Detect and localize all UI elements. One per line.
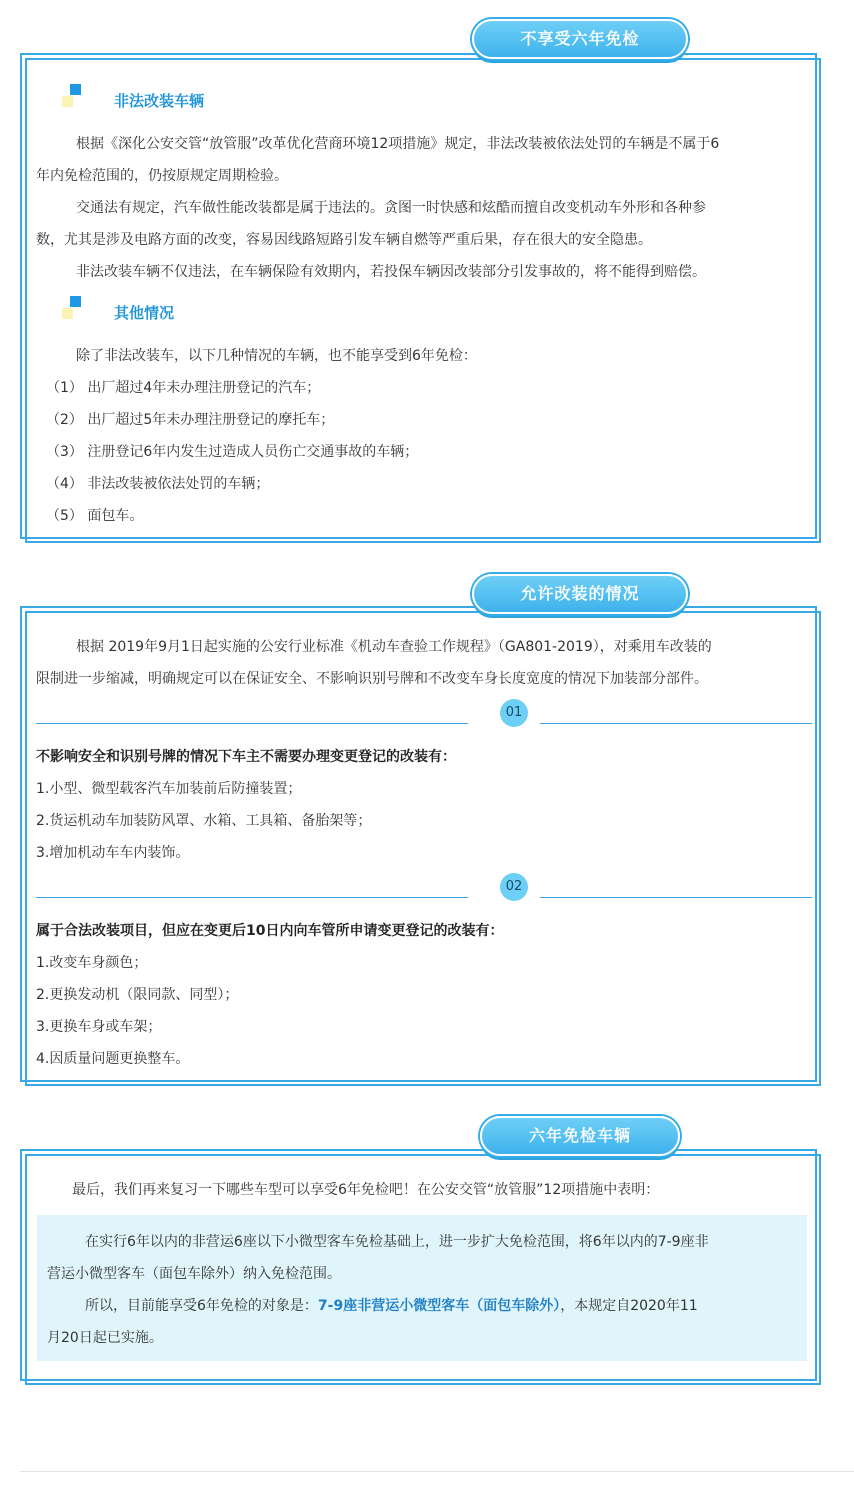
paragraph-line: 营运小微型客车（面包车除外）纳入免检范围。 (47, 1266, 341, 1282)
section-box (20, 53, 817, 539)
paragraph-line: 交通法有规定，汽车做性能改装都是属于违法的。贪图一时快感和炫酷而擅自改变机动车外形和各种参 (76, 200, 706, 216)
highlight-text: 7-9座非营运小微型客车（面包车除外） (317, 1298, 561, 1314)
paragraph-line: 数，尤其是涉及电路方面的改变，容易因线路短路引发车辆自燃等严重后果，存在很大的安全隐患。 (36, 232, 652, 248)
divider (36, 723, 468, 724)
list-item: （1） 出厂超过4年未办理注册登记的汽车； (46, 380, 321, 396)
divider (540, 897, 812, 898)
step-number-badge: 01 (500, 699, 528, 727)
highlight-panel (37, 1215, 807, 1361)
list-item: 3.更换车身或车架； (36, 1019, 162, 1035)
section-badge: 允许改装的情况 (472, 574, 688, 614)
list-item: 4.因质量问题更换整车。 (36, 1051, 190, 1067)
paragraph-line: 年内免检范围的，仍按原规定周期检验。 (36, 168, 288, 184)
paragraph-text: ，本规定自2020年11 (560, 1298, 698, 1314)
list-item: （2） 出厂超过5年未办理注册登记的摩托车； (46, 412, 335, 428)
divider (36, 897, 468, 898)
list-item: 2.货运机动车加装防风罩、水箱、工具箱、备胎架等； (36, 813, 372, 829)
paragraph-line: 月20日起已实施。 (47, 1330, 163, 1346)
list-item: 3.增加机动车车内装饰。 (36, 845, 190, 861)
paragraph-line: 非法改装车辆不仅违法，在车辆保险有效期内，若投保车辆因改装部分引发事故的，将不能得到赔偿。 (76, 264, 706, 280)
subsection-title: 属于合法改装项目，但应在变更后10日内向车管所申请变更登记的改装有： (36, 923, 504, 939)
paragraph-line: 限制进一步缩减，明确规定可以在保证安全、不影响识别号牌和不改变车身长度宽度的情况下加装部分部件。 (36, 671, 708, 687)
paragraph-line: 除了非法改装车，以下几种情况的车辆，也不能享受到6年免检： (76, 348, 477, 364)
paragraph-line: 在实行6年以内的非营运6座以下小微型客车免检基础上，进一步扩大免检范围，将6年以内的7-9座非 (85, 1234, 709, 1250)
section-box (20, 1149, 817, 1381)
step-number-badge: 02 (500, 873, 528, 901)
paragraph-line: 根据 2019年9月1日起实施的公安行业标准《机动车查验工作规程》（GA801-2019），对乘用车改装的 (76, 639, 712, 655)
list-item: （5） 面包车。 (46, 508, 144, 524)
paragraph-line: 最后，我们再来复习一下哪些车型可以享受6年免检吧！在公安交管“放管服”12项措施中表明： (72, 1182, 660, 1198)
paragraph-line: 根据《深化公安交管“放管服”改革优化营商环境12项措施》规定，非法改装被依法处罚的车辆是不属于6 (76, 136, 720, 152)
list-item: 1.小型、微型载客汽车加装前后防撞装置； (36, 781, 302, 797)
section-badge: 六年免检车辆 (480, 1116, 680, 1156)
paragraph-text: 所以，目前能享受6年免检的对象是： (85, 1298, 318, 1314)
section-badge: 不享受六年免检 (472, 19, 688, 59)
subsection-title: 不影响安全和识别号牌的情况下车主不需要办理变更登记的改装有： (36, 749, 456, 765)
paragraph-line (85, 1295, 698, 1315)
list-item: （3） 注册登记6年内发生过造成人员伤亡交通事故的车辆； (46, 444, 419, 460)
list-item: （4） 非法改装被依法处罚的车辆； (46, 476, 270, 492)
section-heading: 其他情况 (114, 304, 175, 322)
list-item: 2.更换发动机（限同款、同型）； (36, 987, 239, 1003)
section-box (20, 606, 817, 1082)
section-heading: 非法改装车辆 (114, 92, 205, 110)
list-item: 1.改变车身颜色； (36, 955, 148, 971)
footer-divider (20, 1471, 854, 1472)
divider (540, 723, 812, 724)
